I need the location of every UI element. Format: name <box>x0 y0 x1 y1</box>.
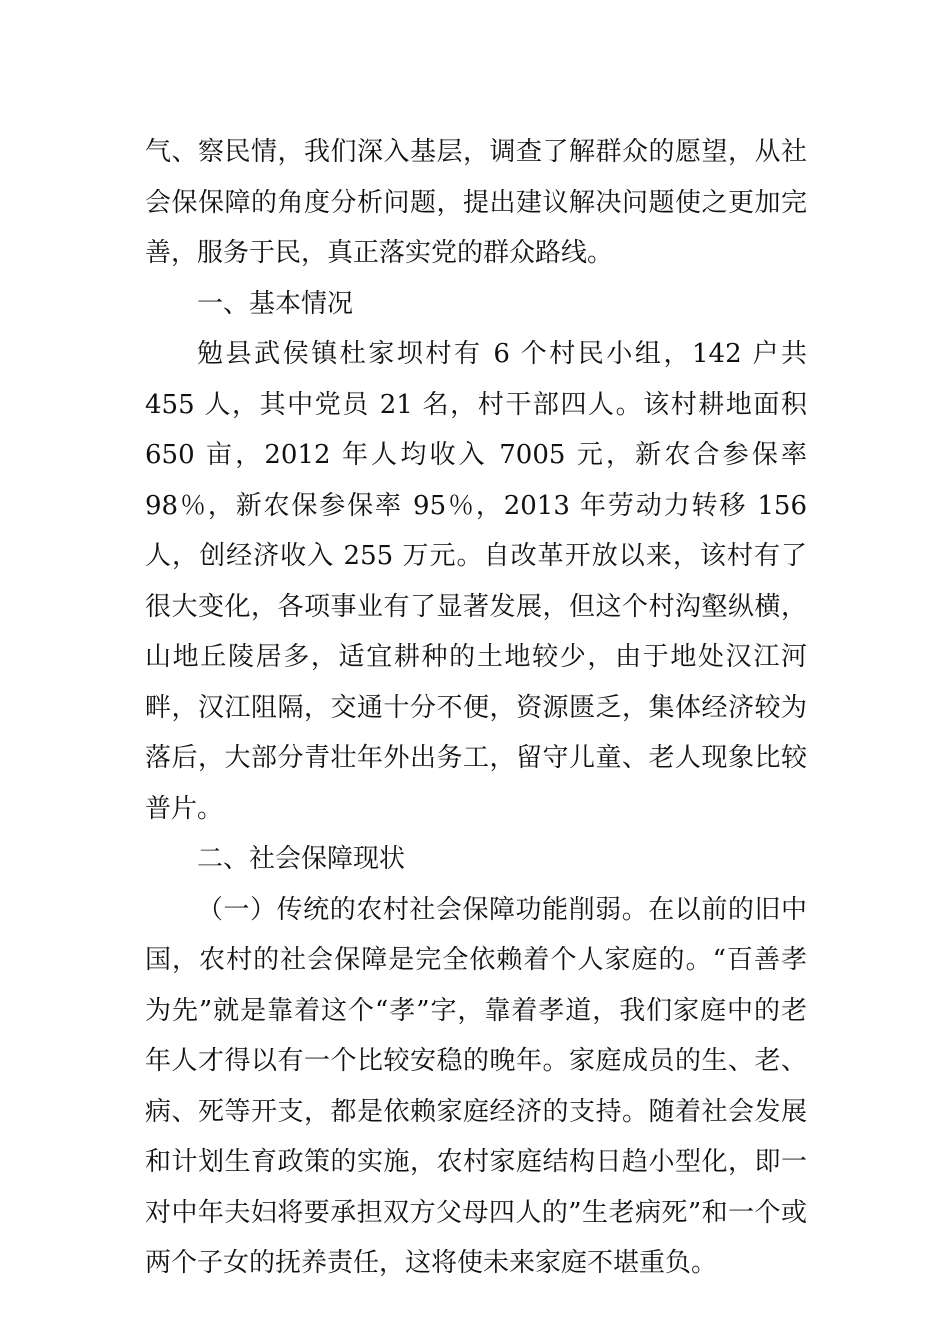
section-heading-social-security-status: 二、社会保障现状 <box>197 844 406 874</box>
section-heading-basic-situation: 一、基本情况 <box>197 288 354 319</box>
paragraph-continuation: 气、察民情，我们深入基层，调查了解群众的愿望，从社会保保障的角度分析问题，提出建议解决问题使之更加完善，服务于民，真正落实党的群众路线。 <box>145 137 807 268</box>
paragraph-basic-situation: 勉县武侯镇杜家坝村有 6 个村民小组，142 户共 455 人，其中党员 21 名，村干部四人。该村耕地面积 650 亩，2012 年人均收入 7005 元，新农合参保率 98％，新农保参保率 95％，2013 年劳动力转移 156 人，创经济收入 255 万元。自改革开放以来，该村有了很大变化，各项事业有了显著发展，但这个村沟壑纵横，山地丘陵居多，适宜耕种的土地较少，由于地处汉江河畔，汉江阻隔，交通十分不便，资源匮乏，集体经济较为落后，大部分青壮年外出务工，留守儿童、老人现象比较普片。 <box>145 339 807 824</box>
paragraph-traditional-security-weakened: （一）传统的农村社会保障功能削弱。在以前的旧中国，农村的社会保障是完全依赖着个人家庭的。“百善孝为先”就是靠着这个“孝”字，靠着孝道，我们家庭中的老年人才得以有一个比较安稳的晚年。家庭成员的生、老、病、死等开支，都是依赖家庭经济的支持。随着社会发展和计划生育政策的实施，农村家庭结构日趋小型化，即一对中年夫妇将要承担双方父母四人的”生老病死”和一个或两个子女的抚养责任，这将使未来家庭不堪重负。 <box>145 894 807 1278</box>
document-body <box>145 127 807 1289</box>
